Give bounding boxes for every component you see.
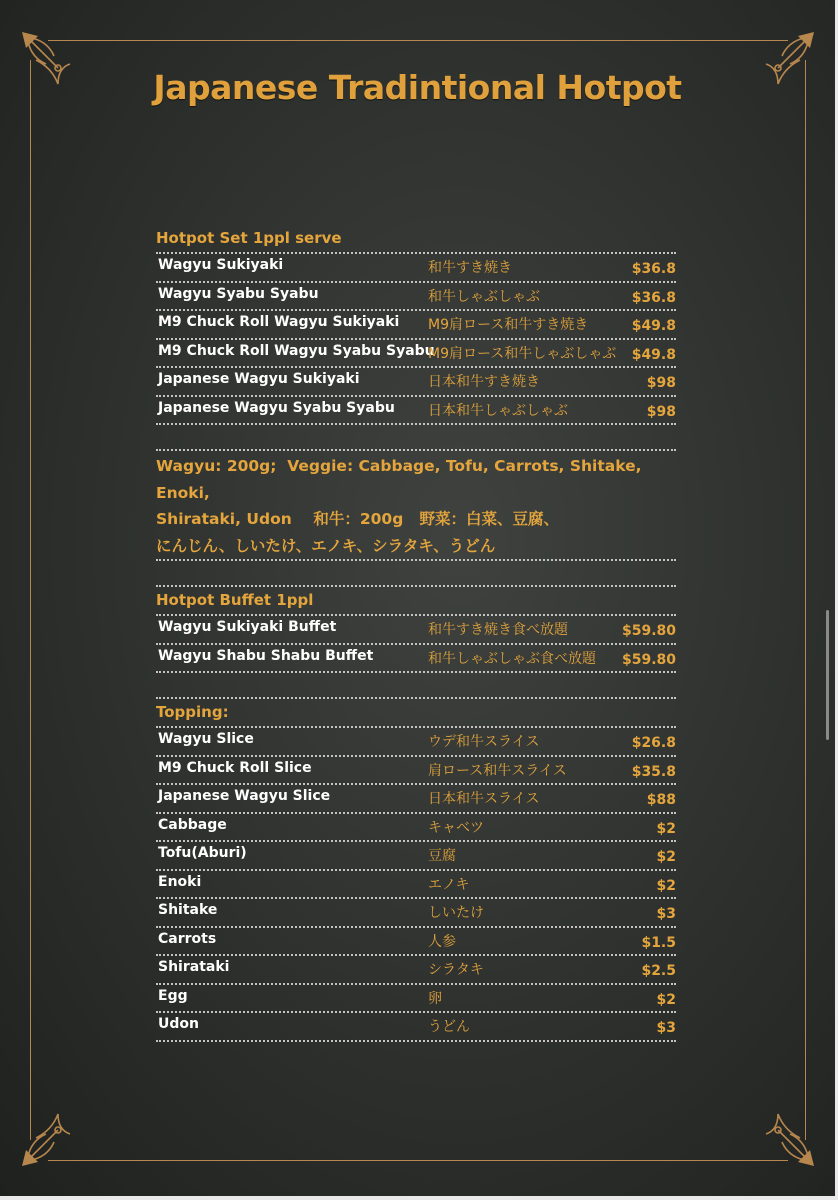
menu-item <box>156 311 676 340</box>
item-name-jp: ウデ和牛スライス <box>428 734 540 750</box>
scrollbar[interactable] <box>826 610 829 740</box>
menu-item <box>156 956 676 985</box>
item-price: $36.8 <box>631 261 676 277</box>
item-price: $59.80 <box>621 651 676 668</box>
item-name-en: Shirataki <box>158 959 230 975</box>
item-price: $36.8 <box>631 289 676 306</box>
menu-item <box>156 728 676 757</box>
menu-item <box>156 928 676 957</box>
item-name-jp: 和牛しゃぶしゃぶ <box>428 288 540 305</box>
item-name-jp: エノキ <box>428 876 470 893</box>
corner-ornament-icon <box>18 1080 108 1170</box>
item-name-jp: 人参 <box>428 933 456 950</box>
item-name-jp: 日本和牛しゃぶしゃぶ <box>428 402 568 419</box>
item-name-en: M9 Chuck Roll Wagyu Syabu Syabu <box>158 342 435 359</box>
item-name-jp: キャベツ <box>428 819 484 836</box>
item-name-en: Wagyu Shabu Shabu Buffet <box>158 647 374 664</box>
frame-bottom-line <box>48 1160 788 1161</box>
menu-item <box>156 871 676 900</box>
section-heading-hotpot-buffet: Hotpot Buffet 1ppl <box>156 587 676 616</box>
item-name-en: Wagyu Sukiyaki <box>158 257 284 273</box>
item-price: $98 <box>646 375 676 391</box>
menu-item <box>156 814 676 843</box>
item-name-en: M9 Chuck Roll Slice <box>158 759 312 776</box>
set-contents-note <box>156 451 676 561</box>
menu-item <box>156 785 676 814</box>
menu-item <box>156 616 676 645</box>
note-line: にんじん、しいたけ、エノキ、シラタキ、うどん <box>156 536 496 555</box>
section-divider <box>156 673 676 699</box>
item-name-jp: シラタキ <box>428 962 484 978</box>
item-name-en: Egg <box>158 987 188 1004</box>
menu-item <box>156 1013 676 1042</box>
item-name-jp: うどん <box>428 1019 470 1035</box>
item-name-jp: 和牛しゃぶしゃぶ食べ放題 <box>428 650 596 667</box>
item-price: $2 <box>656 991 676 1008</box>
item-name-en: Japanese Wagyu Slice <box>158 788 331 804</box>
section-divider <box>156 561 676 587</box>
item-name-jp: 日本和牛スライス <box>428 791 540 807</box>
item-price: $35.8 <box>631 763 676 780</box>
section-heading-hotpot-set: Hotpot Set 1ppl serve <box>156 225 676 254</box>
item-name-jp: 和牛すき焼き食べ放題 <box>428 622 568 638</box>
item-name-en: Wagyu Slice <box>158 731 254 747</box>
item-name-en: Carrots <box>158 930 217 947</box>
section-heading-topping: Topping: <box>156 699 676 728</box>
item-price: $1.5 <box>641 934 676 951</box>
frame-left-line <box>30 60 31 1140</box>
item-name-jp: M9肩ロース和牛しゃぶしゃぶ <box>428 345 617 362</box>
item-name-en: Japanese Wagyu Syabu Syabu <box>158 399 395 416</box>
menu-item <box>156 757 676 786</box>
item-name-jp: 肩ロース和牛スライス <box>428 762 567 779</box>
item-name-en: Wagyu Syabu Syabu <box>158 285 319 302</box>
item-name-jp: M9肩ロース和牛すき焼き <box>428 317 589 333</box>
item-price: $2.5 <box>641 963 676 979</box>
item-price: $26.8 <box>631 735 676 751</box>
item-price: $2 <box>656 820 676 837</box>
menu-item <box>156 368 676 397</box>
menu-item <box>156 645 676 674</box>
item-price: $49.8 <box>631 318 676 334</box>
item-name-en: Tofu(Aburi) <box>158 845 247 861</box>
note-line: Wagyu: 200g; Veggie: Cabbage, Tofu, Carrots, Shitake, Enoki, <box>156 457 647 502</box>
item-price: $98 <box>646 403 676 420</box>
note-line: Shirataki, Udon 和牛：200g 野菜：白菜、豆腐、 <box>156 510 559 528</box>
menu-item <box>156 842 676 871</box>
item-name-en: Udon <box>158 1016 199 1032</box>
item-price: $49.8 <box>631 346 676 363</box>
item-name-jp: 和牛すき焼き <box>428 260 512 276</box>
menu-list <box>156 225 676 1042</box>
item-price: $3 <box>656 1020 676 1036</box>
item-price: $3 <box>656 906 676 922</box>
item-name-jp: 卵 <box>428 990 442 1007</box>
menu-item <box>156 254 676 283</box>
frame-top-line <box>48 40 788 41</box>
item-name-en: M9 Chuck Roll Wagyu Sukiyaki <box>158 314 400 330</box>
item-name-jp: 豆腐 <box>428 848 456 864</box>
item-name-en: Cabbage <box>158 816 227 833</box>
item-price: $88 <box>646 792 676 808</box>
menu-item <box>156 340 676 369</box>
item-price: $2 <box>656 877 676 894</box>
item-price: $2 <box>656 849 676 865</box>
item-name-en: Shitake <box>158 902 218 918</box>
item-price: $59.80 <box>621 623 676 639</box>
corner-ornament-icon <box>728 1080 818 1170</box>
item-name-jp: 日本和牛すき焼き <box>428 374 540 390</box>
menu-item <box>156 283 676 312</box>
item-name-en: Enoki <box>158 873 202 890</box>
item-name-jp: しいたけ <box>428 905 484 921</box>
page-title: Japanese Tradintional Hotpot <box>153 68 682 107</box>
menu-item <box>156 985 676 1014</box>
menu-item <box>156 899 676 928</box>
section-divider <box>156 425 676 451</box>
item-name-en: Japanese Wagyu Sukiyaki <box>158 371 360 387</box>
menu-item <box>156 397 676 426</box>
frame-right-line <box>805 60 806 1140</box>
item-name-en: Wagyu Sukiyaki Buffet <box>158 619 337 635</box>
